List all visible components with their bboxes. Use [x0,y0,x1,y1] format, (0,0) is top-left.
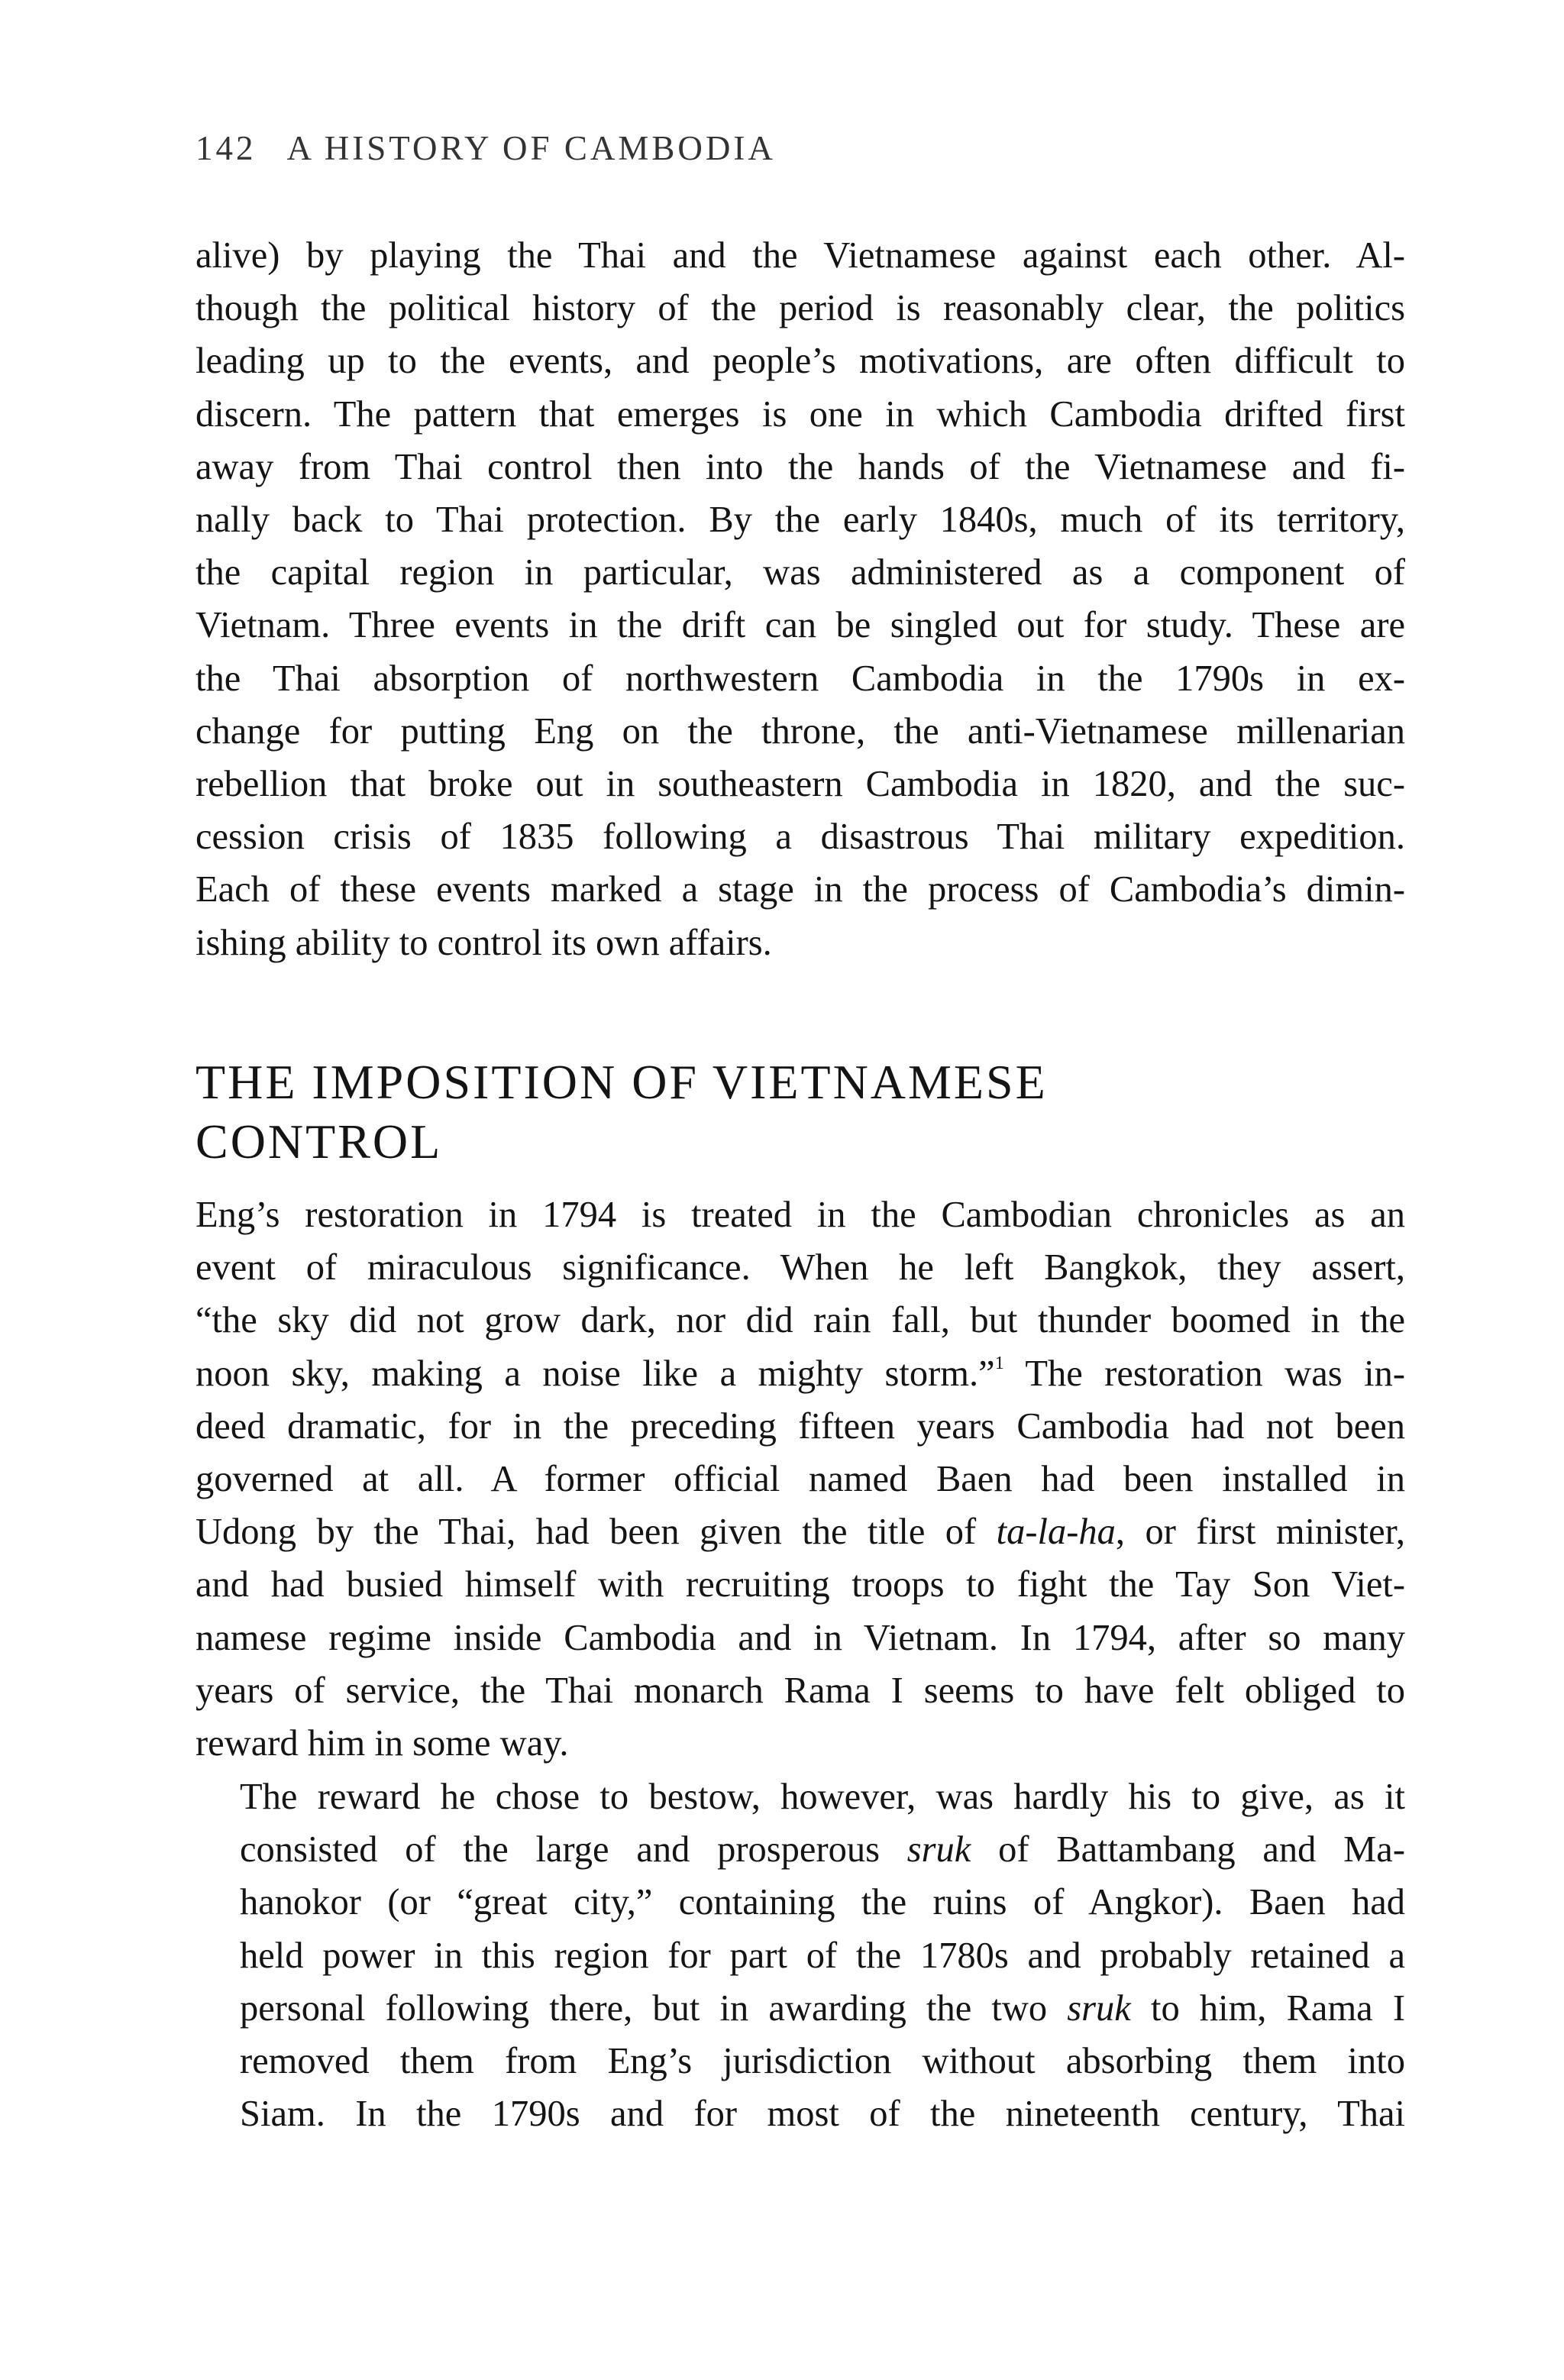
running-head [196,128,776,168]
text-line: rebellion that broke out in southeastern Cambodia in 1820, and the suc- [196,764,1405,805]
book-title: A HISTORY OF CAMBODIA [286,129,776,167]
text-line [196,1505,1405,1558]
text-line: ishing ability to control its own affairs. [196,922,772,963]
text-line: Vietnam. Three events in the drift can be singled out for study. These are [196,605,1405,646]
text-segment: noon sky, making a noise like a mighty storm.” [196,1353,995,1394]
text-line [196,1982,1405,2035]
text-line: governed at all. A former official named Baen had been installed in [196,1459,1405,1500]
text-line: though the political history of the period is reasonably clear, the politics [196,288,1405,329]
book-page [196,0,1405,2380]
section-heading-line-2: CONTROL [196,1114,443,1169]
text-line: Eng’s restoration in 1794 is treated in the Cambodian chronicles as an [196,1195,1405,1235]
text-line: hanokor (or “great city,” containing the ruins of Angkor). Baen had [240,1882,1405,1923]
text-line: namese regime inside Cambodia and in Vietnam. In 1794, after so many [196,1617,1405,1658]
text-line [196,1347,1405,1400]
paragraph-3 [196,1770,1405,2140]
italic-term: sruk [1067,1987,1131,2029]
text-segment: personal following there, but in awarding the two [240,1987,1068,2029]
text-line: held power in this region for part of the 1780s and probably retained a [240,1935,1405,1976]
text-line: deed dramatic, for in the preceding fifteen years Cambodia had not been [196,1405,1405,1447]
text-line: years of service, the Thai monarch Rama I seems to have felt obliged to [196,1670,1405,1711]
text-segment: consisted of the large and prosperous [240,1829,907,1871]
text-line: change for putting Eng on the throne, the anti-Vietnamese millenarian [196,710,1405,752]
page-number: 142 [196,129,257,167]
footnote-marker[interactable]: 1 [994,1353,1004,1373]
italic-term: ta-la-ha [996,1512,1116,1553]
paragraph-1 [196,229,1405,969]
text-line: the capital region in particular, was administered as a component of [196,552,1405,593]
text-line: reward him in some way. [196,1723,569,1764]
section-heading [196,1053,1405,1172]
text-line: alive) by playing the Thai and the Vietnamese against each other. Al- [196,235,1405,276]
text-line: discern. The pattern that emerges is one in which Cambodia drifted first [196,393,1405,435]
text-line: Siam. In the 1790s and for most of the nineteenth century, Thai [240,2094,1405,2135]
text-line: The reward he chose to bestow, however, was hardly his to give, as it [240,1777,1405,1817]
text-segment: Udong by the Thai, had been given the title of [196,1512,997,1553]
text-segment: of Battambang and Ma- [971,1829,1405,1871]
text-line: Each of these events marked a stage in the process of Cambodia’s dimin- [196,869,1405,910]
text-segment: The restoration was in- [1003,1353,1405,1394]
text-line [196,1823,1405,1876]
text-line: and had busied himself with recruiting troops to fight the Tay Son Viet- [196,1564,1405,1606]
italic-term: sruk [906,1829,971,1871]
text-line: away from Thai control then into the hands of the Vietnamese and fi- [196,446,1405,487]
text-line: removed them from Eng’s jurisdiction without absorbing them into [240,2041,1405,2082]
text-line: nally back to Thai protection. By the early 1840s, much of its territory, [196,500,1405,541]
text-line: the Thai absorption of northwestern Cambodia in the 1790s in ex- [196,658,1405,699]
section-heading-line-1: THE IMPOSITION OF VIETNAMESE [196,1055,1048,1109]
text-line: event of miraculous significance. When he left Bangkok, they assert, [196,1247,1405,1289]
text-segment: to him, Rama I [1130,1987,1405,2029]
text-line: “the sky did not grow dark, nor did rain fall, but thunder boomed in the [196,1300,1405,1341]
paragraph-2 [196,1188,1405,1770]
text-segment: , or first minister, [1115,1512,1405,1553]
text-line: cession crisis of 1835 following a disastrous Thai military expedition. [196,817,1405,858]
text-line: leading up to the events, and people’s motivations, are often difficult to [196,341,1405,382]
